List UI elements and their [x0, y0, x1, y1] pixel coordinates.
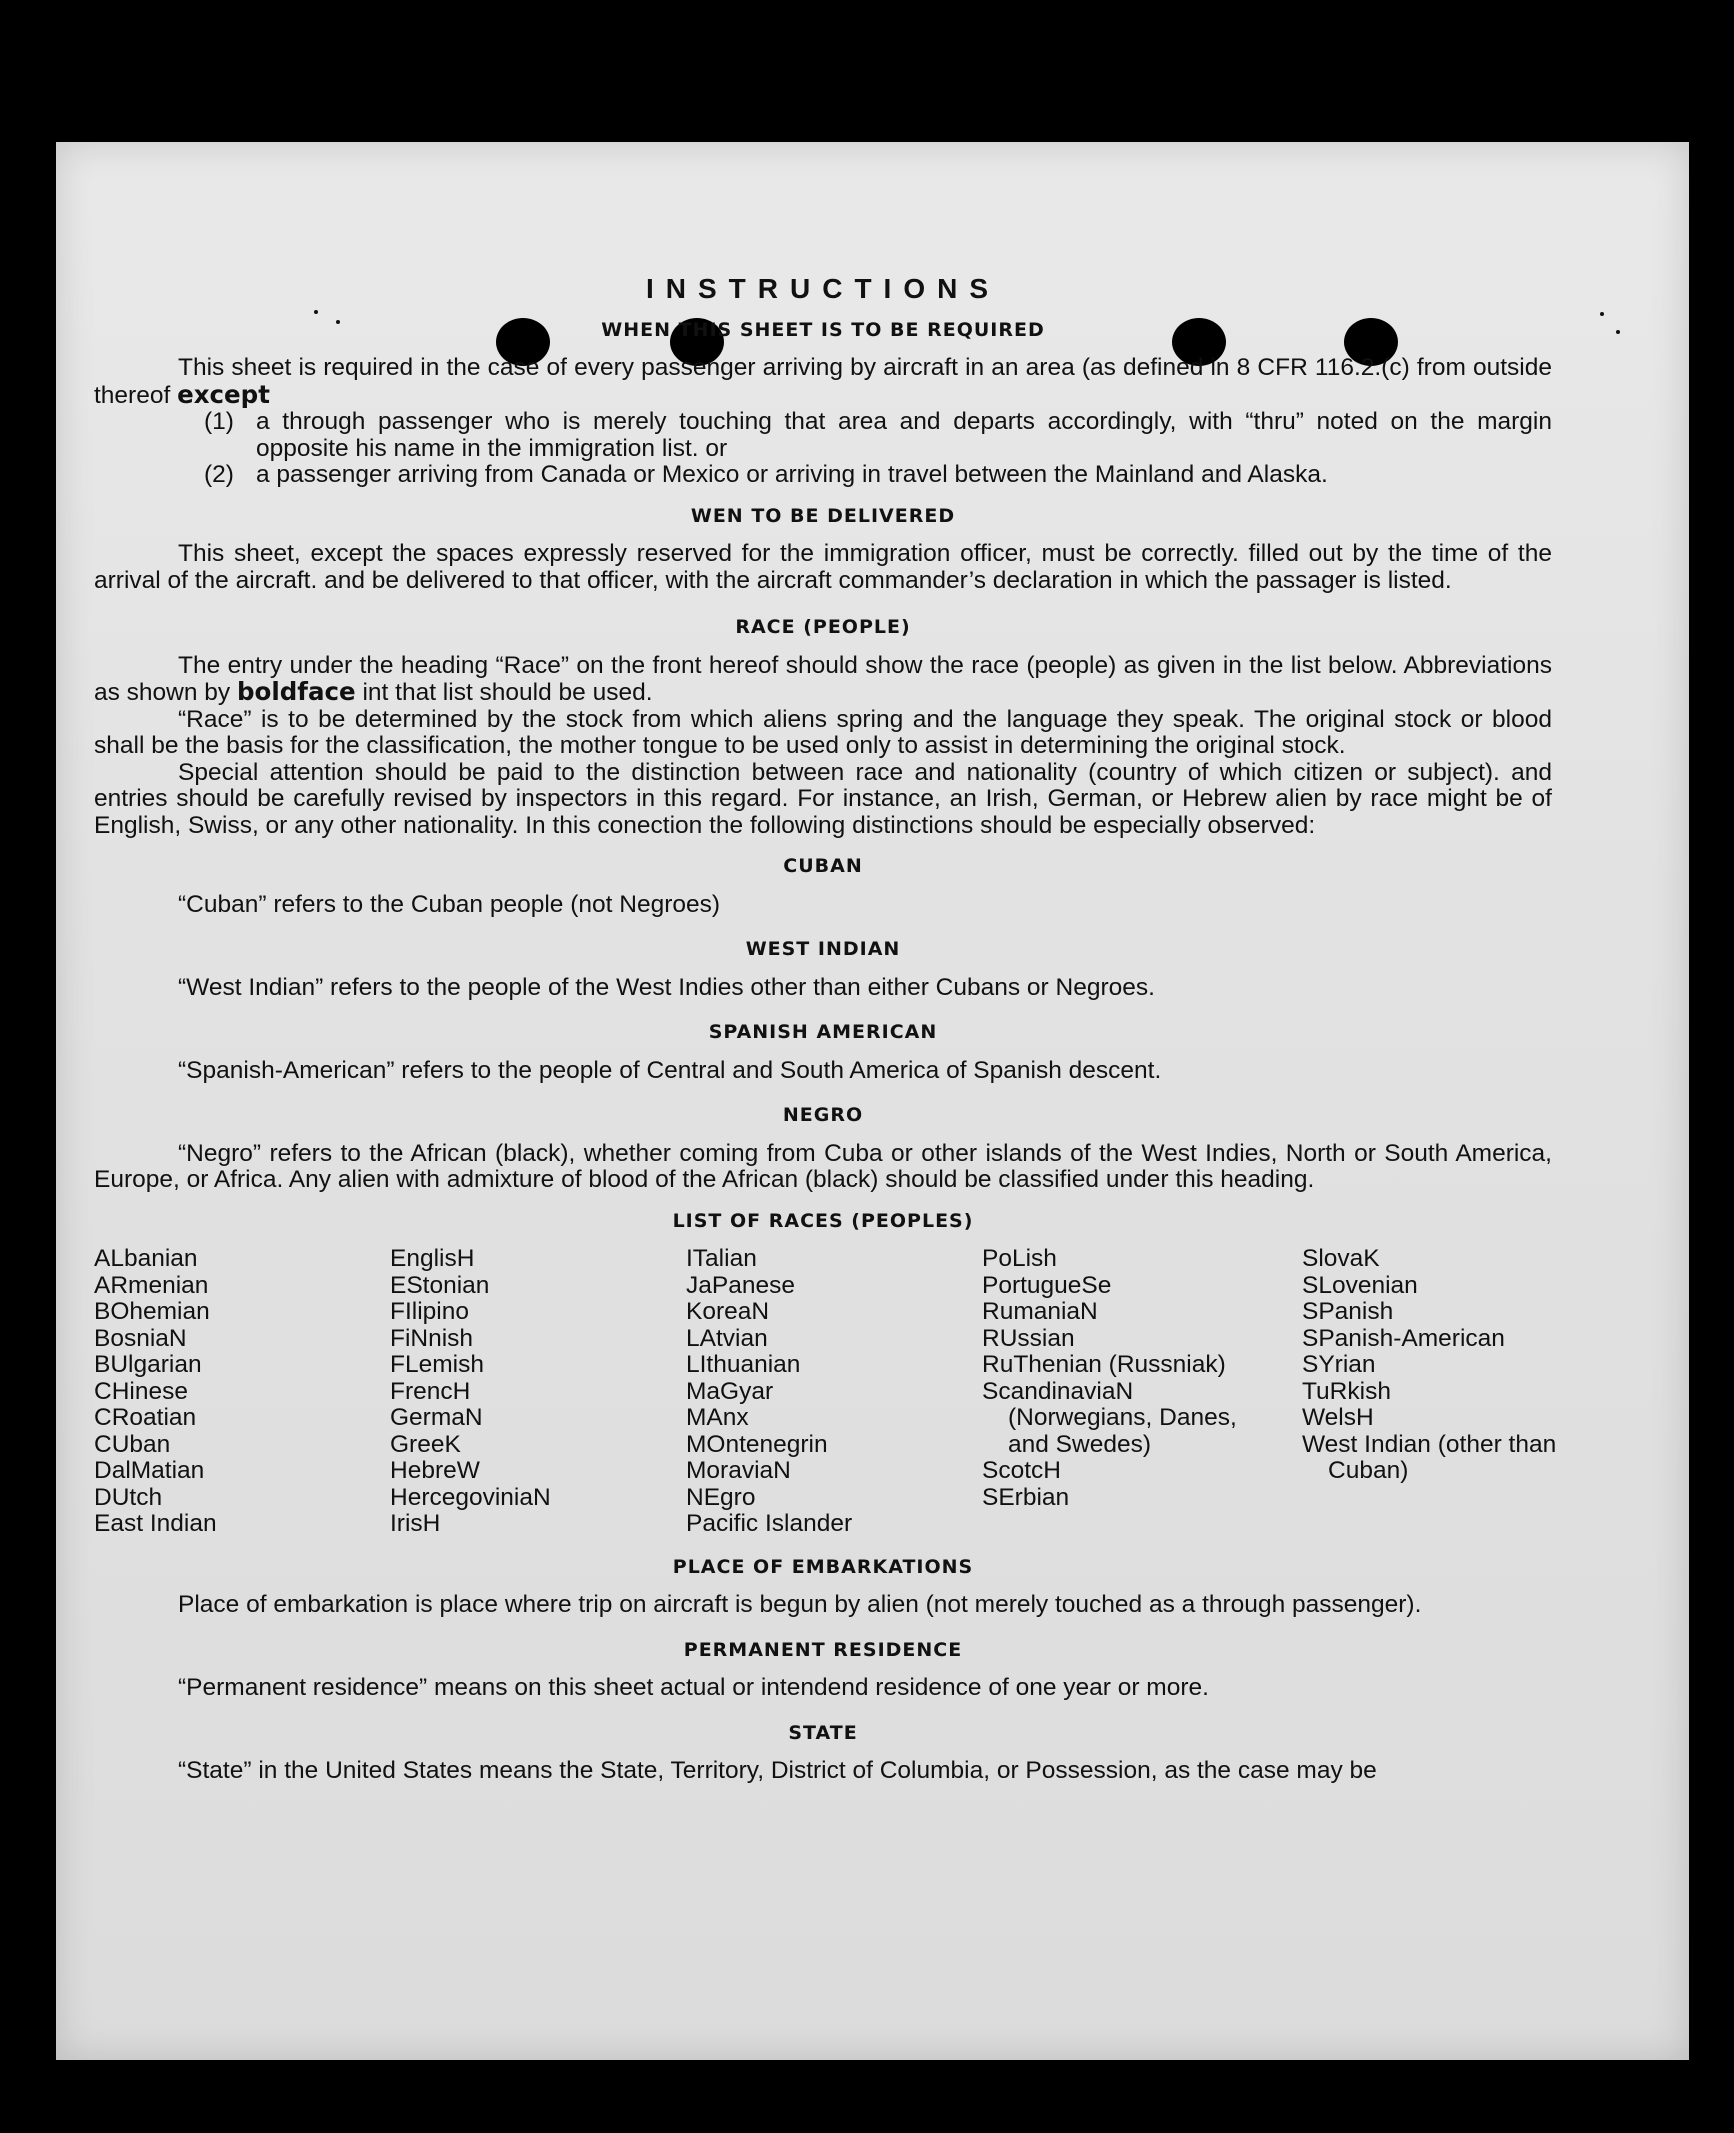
- delivered-text: This sheet, except the spaces expressly reserved for the immigration officer, must be correctly. filled out by the time of the arrival of the aircraft. and be delivered to that officer, with the aircraft commander’s declaration in which the passager is listed.: [94, 540, 1552, 594]
- cuban-text: “Cuban” refers to the Cuban people (not Negroes): [178, 890, 721, 918]
- race-entry: RuThenian (Russniak): [982, 1351, 1226, 1378]
- embarkation-text: Place of embarkation is place where trip on aircraft is begun by alien (not merely touched as a through passenger).: [178, 1591, 1422, 1618]
- required-item: (2) a passenger arriving from Canada or Mexico or arriving in travel between the Mainland and Alaska.: [204, 461, 1328, 488]
- race-entry: SPanish-American: [1302, 1324, 1505, 1352]
- negro-text: “Negro” refers to the African (black), whether coming from Cuba or other islands of the West Indies, North or South America, Europe, or Africa. Any alien with admixture of blood of the African (black) should be classified under this heading.: [94, 1139, 1552, 1193]
- race-entry: DalMatian: [94, 1457, 205, 1484]
- spanish-american-text: “Spanish-American” refers to the people of Central and South America of Spanish descent.: [178, 1056, 1162, 1084]
- required-item: (1) a through passenger who is merely touching that area and departs accordingly, with “thru” noted on the margin opposite his name in the immigration list. or: [204, 408, 1552, 462]
- races-column: [94, 1246, 390, 1538]
- race-entry: EnglisH: [390, 1245, 475, 1272]
- race-entry: DUtch: [94, 1483, 163, 1511]
- heading-negro: NEGRO: [782, 1104, 864, 1126]
- race-entry: BOhemian: [94, 1298, 210, 1325]
- race-entry: GreeK: [390, 1430, 461, 1458]
- residence-text: “Permanent residence” means on this sheet actual or intendend residence of one year or more.: [178, 1674, 1209, 1701]
- heading-when-delivered: WEN TO BE DELIVERED: [690, 504, 956, 527]
- west-indian-text: “West Indian” refers to the people of the West Indies other than either Cubans or Negroes.: [178, 973, 1155, 1001]
- races-column: [686, 1246, 982, 1538]
- race-entry: WelsH: [1302, 1404, 1374, 1431]
- races-column: [1302, 1245, 1557, 1538]
- race-entry: FrencH: [390, 1377, 471, 1405]
- heading-permanent-residence: PERMANENT RESIDENCE: [683, 1638, 963, 1661]
- race-entry: HebreW: [390, 1457, 480, 1484]
- heading-when-required: WHEN THIS SHEET IS TO BE REQUIRED: [601, 318, 1045, 341]
- race-entry: NEgro: [686, 1483, 756, 1511]
- race-entry: SYrian: [1302, 1351, 1376, 1378]
- races-column: [390, 1246, 686, 1538]
- race-entry: ALbanian: [94, 1245, 198, 1272]
- race-entry: CHinese: [94, 1377, 188, 1405]
- race-entry: TuRkish: [1302, 1377, 1391, 1405]
- race-entry: EStonian: [390, 1271, 490, 1299]
- race-entry: FLemish: [390, 1351, 484, 1378]
- race-entry: JaPanese: [686, 1271, 795, 1299]
- race-entry: RumaniaN: [982, 1298, 1098, 1325]
- heading-spanish-american: SPANISH AMERICAN: [708, 1021, 938, 1043]
- heading-race: RACE (PEOPLE): [735, 616, 911, 638]
- race-entry: CUban: [94, 1430, 171, 1458]
- page-title: INSTRUCTIONS: [646, 273, 1000, 304]
- race-entry: CRoatian: [94, 1404, 197, 1431]
- race-entry: RUssian: [982, 1324, 1075, 1352]
- race-entry: GermaN: [390, 1404, 483, 1431]
- race-paragraph-1: The entry under the heading “Race” on the front hereof should show the race (people) as given in the list below. Abbreviations as shown by boldface int that list should be used.: [94, 651, 1552, 706]
- heading-west-indian: WEST INDIAN: [745, 938, 901, 960]
- race-entry: IrisH: [390, 1510, 441, 1537]
- race-entry: HercegoviniaN: [390, 1483, 551, 1511]
- state-text: “State” in the United States means the State, Territory, District of Columbia, or Possession, as the case may be: [178, 1757, 1377, 1784]
- race-paragraph-2: “Race” is to be determined by the stock from which aliens spring and the language they speak. The original stock or blood shall be the basis for the classification, the mother tongue to be used only to assist in determining the original stock.: [94, 705, 1552, 759]
- race-entry: FIlipino: [390, 1298, 469, 1325]
- required-intro: This sheet is required in the case of every passenger arriving by aircraft in an area (as defined in 8 CFR 116.2.(c) from outside thereof except: [94, 354, 1552, 409]
- heading-embarkation: PLACE OF EMBARKATIONS: [672, 1555, 974, 1578]
- race-entry: PortugueSe: [982, 1271, 1112, 1299]
- heading-cuban: CUBAN: [783, 855, 863, 877]
- race-entry: SErbian: [982, 1483, 1070, 1511]
- race-entry: MoraviaN: [686, 1457, 791, 1484]
- race-entry: ScandinaviaN (Norwegians, Danes, and Swedes): [982, 1377, 1237, 1458]
- race-entry: ScotcH: [982, 1457, 1061, 1484]
- race-entry: KoreaN: [686, 1298, 770, 1325]
- race-entry: MAnx: [686, 1404, 749, 1431]
- race-entry: LAtvian: [686, 1324, 768, 1352]
- race-entry: PoLish: [982, 1245, 1057, 1272]
- instructions-content: [94, 270, 1557, 1785]
- races-column: [982, 1246, 1302, 1538]
- race-entry: West Indian (other than Cuban): [1302, 1430, 1557, 1484]
- race-entry: SPanish: [1302, 1298, 1394, 1325]
- race-entry: BosniaN: [94, 1324, 187, 1352]
- race-entry: East Indian: [94, 1510, 217, 1537]
- race-entry: ARmenian: [94, 1271, 209, 1299]
- race-entry: ITalian: [686, 1245, 757, 1272]
- speck: [1616, 330, 1620, 334]
- race-entry: SLovenian: [1302, 1271, 1418, 1299]
- races-list: [94, 1245, 1557, 1538]
- race-entry: LIthuanian: [686, 1351, 801, 1378]
- race-entry: MaGyar: [686, 1377, 774, 1405]
- heading-state: STATE: [788, 1721, 858, 1744]
- race-entry: FiNnish: [390, 1324, 474, 1352]
- race-entry: MOntenegrin: [686, 1430, 828, 1458]
- speck: [1600, 312, 1604, 316]
- heading-list-of-races: LIST OF RACES (PEOPLES): [672, 1209, 974, 1232]
- race-entry: Pacific Islander: [686, 1510, 853, 1537]
- race-entry: SlovaK: [1302, 1245, 1380, 1272]
- race-paragraph-3: Special attention should be paid to the distinction between race and nationality (country of which citizen or subject). and entries should be carefully revised by inspectors in this regard. For instance, an Irish, German, or Hebrew alien by race might be of English, Swiss, or any other nationality. In this conection the following distinctions should be especially observed:: [94, 758, 1552, 839]
- race-entry: BUlgarian: [94, 1351, 202, 1378]
